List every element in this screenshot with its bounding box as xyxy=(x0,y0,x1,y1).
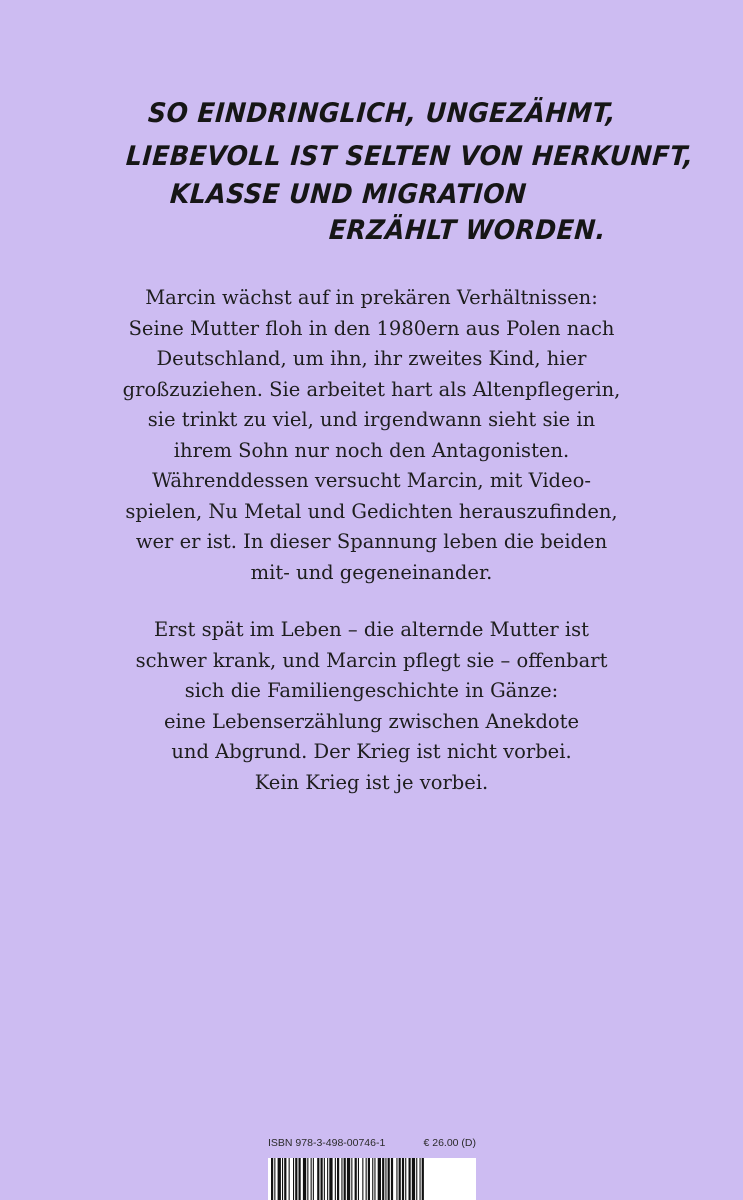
barcode-bar xyxy=(324,1158,325,1200)
blurb-paragraph-2 xyxy=(90,615,653,798)
blurb-line: mit- und gegeneinander. xyxy=(250,560,493,584)
blurb-line: wer er ist. In dieser Spannung leben die beiden xyxy=(135,530,608,553)
barcode xyxy=(268,1158,476,1200)
blurb-line: und Abgrund. Der Krieg ist nicht vorbei. xyxy=(171,740,572,763)
barcode-bar xyxy=(372,1158,373,1200)
barcode-bar xyxy=(416,1158,417,1200)
barcode-bar xyxy=(341,1158,342,1200)
barcode-bar xyxy=(344,1158,346,1200)
barcode-bar xyxy=(293,1158,294,1200)
barcode-bar xyxy=(420,1158,421,1200)
quote-line: KLASSE UND MIGRATION xyxy=(168,179,528,210)
barcode-bar xyxy=(284,1158,286,1200)
isbn-label: ISBN 978-3-498-00746-1 xyxy=(268,1137,386,1149)
barcode-bar xyxy=(402,1158,404,1200)
barcode-bar xyxy=(366,1158,367,1200)
barcode-bar xyxy=(303,1158,306,1200)
barcode-bar xyxy=(317,1158,319,1200)
barcode-bar xyxy=(337,1158,339,1200)
barcode-bar xyxy=(278,1158,281,1200)
blurb-line: schwer krank, und Marcin pflegt sie – offenbart xyxy=(135,648,608,672)
barcode-bar xyxy=(311,1158,312,1200)
blurb-line: sie trinkt zu viel, und irgendwann sieht sie in xyxy=(147,408,596,431)
barcode-bar xyxy=(295,1158,297,1200)
blurb-line: großzuziehen. Sie arbeitet hart als Altenpflegerin, xyxy=(122,377,621,401)
blurb-line: Marcin wächst auf in prekären Verhältnissen: xyxy=(145,286,598,309)
barcode-bar xyxy=(405,1158,406,1200)
blurb-paragraph-1 xyxy=(90,283,653,588)
quote-line: LIEBEVOLL IST SELTEN VON HERKUNFT, xyxy=(124,141,695,172)
barcode-bar xyxy=(329,1158,332,1200)
quote-line: ERZÄHLT WORDEN. xyxy=(327,215,607,246)
barcode-bar xyxy=(388,1158,390,1200)
blurb-line: Kein Krieg ist je vorbei. xyxy=(254,770,489,794)
barcode-bar xyxy=(396,1158,397,1200)
isbn-price-row xyxy=(268,1137,476,1149)
handwritten-quote xyxy=(0,0,743,260)
barcode-bar xyxy=(412,1158,415,1200)
barcode-bar xyxy=(355,1158,357,1200)
quote-line: SO EINDRINGLICH, UNGEZÄHMT, xyxy=(146,98,618,129)
barcode-bar xyxy=(409,1158,411,1200)
barcode-bar xyxy=(368,1158,370,1200)
barcode-bar xyxy=(321,1158,323,1200)
blurb-line: Deutschland, um ihn, ihr zweites Kind, hier xyxy=(156,347,587,370)
barcode-bar xyxy=(299,1158,301,1200)
blurb-line: Seine Mutter floh in den 1980ern aus Polen nach xyxy=(128,316,615,340)
barcode-bar xyxy=(362,1158,363,1200)
barcode-bar xyxy=(374,1158,375,1200)
barcode-bar xyxy=(382,1158,384,1200)
price-label: € 26.00 (D) xyxy=(423,1137,476,1149)
blurb-line: Währenddessen versucht Marcin, mit Video- xyxy=(152,469,591,492)
barcode-bar xyxy=(313,1158,314,1200)
barcode-bar xyxy=(399,1158,401,1200)
barcode-bar xyxy=(271,1158,273,1200)
blurb-line: Erst spät im Leben – die alternde Mutter ist xyxy=(153,618,590,641)
barcode-bar xyxy=(351,1158,352,1200)
barcode-bar xyxy=(307,1158,308,1200)
barcode-bar xyxy=(378,1158,381,1200)
barcode-bar xyxy=(327,1158,328,1200)
barcode-bar xyxy=(347,1158,350,1200)
blurb-line: ihrem Sohn nur noch den Antagonisten. xyxy=(173,438,570,462)
blurb-line: spielen, Nu Metal und Gedichten herauszufinden, xyxy=(125,499,618,523)
barcode-bar xyxy=(358,1158,359,1200)
barcode-bar xyxy=(274,1158,275,1200)
barcode-bar xyxy=(422,1158,424,1200)
barcode-bar xyxy=(335,1158,336,1200)
blurb-line: eine Lebenserzählung zwischen Anekdote xyxy=(163,709,580,733)
barcode-bar xyxy=(385,1158,386,1200)
barcode-bar xyxy=(391,1158,393,1200)
barcode-bar xyxy=(289,1158,290,1200)
blurb-line: sich die Familiengeschichte in Gänze: xyxy=(184,679,559,702)
barcode-bar xyxy=(282,1158,283,1200)
